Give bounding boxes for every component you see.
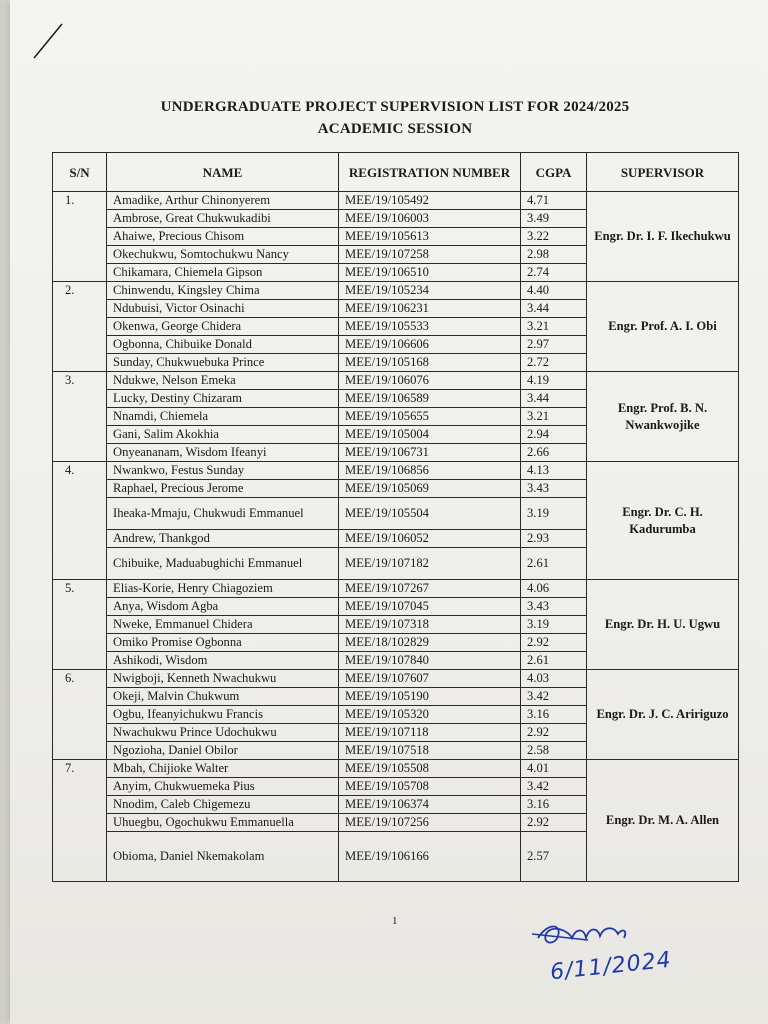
cell-student-name: Nweke, Emmanuel Chidera	[107, 616, 339, 634]
cell-serial-number: 6.	[53, 670, 107, 760]
cell-cgpa: 2.58	[521, 742, 587, 760]
cell-cgpa: 2.92	[521, 814, 587, 832]
header-name: NAME	[107, 153, 339, 192]
title-line-1: UNDERGRADUATE PROJECT SUPERVISION LIST FOR 2024/2025	[160, 99, 630, 115]
cell-supervisor: Engr. Prof. A. I. Obi	[587, 282, 739, 372]
cell-student-name: Anyim, Chukwuemeka Pius	[107, 778, 339, 796]
cell-registration-number: MEE/19/107182	[339, 548, 521, 580]
cell-registration-number: MEE/19/106231	[339, 300, 521, 318]
cell-student-name: Okenwa, George Chidera	[107, 318, 339, 336]
cell-supervisor: Engr. Dr. M. A. Allen	[587, 760, 739, 882]
cell-registration-number: MEE/19/105320	[339, 706, 521, 724]
cell-serial-number: 5.	[53, 580, 107, 670]
page-number: 1	[392, 915, 398, 927]
document-title	[0, 96, 768, 140]
cell-student-name: Elias-Korie, Henry Chiagoziem	[107, 580, 339, 598]
cell-registration-number: MEE/19/107267	[339, 580, 521, 598]
cell-registration-number: MEE/19/105504	[339, 498, 521, 530]
cell-serial-number: 1.	[53, 192, 107, 282]
pen-stroke-mark	[32, 22, 64, 60]
cell-registration-number: MEE/19/105168	[339, 354, 521, 372]
cell-student-name: Nwigboji, Kenneth Nwachukwu	[107, 670, 339, 688]
cell-registration-number: MEE/19/106166	[339, 832, 521, 882]
cell-supervisor: Engr. Dr. J. C. Aririguzo	[587, 670, 739, 760]
cell-registration-number: MEE/19/106052	[339, 530, 521, 548]
cell-registration-number: MEE/19/105533	[339, 318, 521, 336]
cell-cgpa: 3.22	[521, 228, 587, 246]
cell-cgpa: 2.72	[521, 354, 587, 372]
signature-date: 6/11/2024	[549, 947, 673, 986]
cell-serial-number: 3.	[53, 372, 107, 462]
cell-student-name: Gani, Salim Akokhia	[107, 426, 339, 444]
cell-cgpa: 3.19	[521, 498, 587, 530]
cell-cgpa: 2.97	[521, 336, 587, 354]
cell-cgpa: 4.19	[521, 372, 587, 390]
supervision-table	[52, 152, 739, 882]
cell-cgpa: 2.92	[521, 634, 587, 652]
cell-student-name: Nnodim, Caleb Chigemezu	[107, 796, 339, 814]
cell-registration-number: MEE/19/105492	[339, 192, 521, 210]
cell-cgpa: 3.19	[521, 616, 587, 634]
cell-student-name: Uhuegbu, Ogochukwu Emmanuella	[107, 814, 339, 832]
cell-serial-number: 4.	[53, 462, 107, 580]
cell-student-name: Nnamdi, Chiemela	[107, 408, 339, 426]
cell-supervisor: Engr. Dr. C. H. Kadurumba	[587, 462, 739, 580]
cell-registration-number: MEE/19/106510	[339, 264, 521, 282]
cell-supervisor: Engr. Dr. H. U. Ugwu	[587, 580, 739, 670]
cell-cgpa: 3.44	[521, 300, 587, 318]
cell-supervisor: Engr. Prof. B. N. Nwankwojike	[587, 372, 739, 462]
cell-registration-number: MEE/19/106076	[339, 372, 521, 390]
cell-registration-number: MEE/19/107118	[339, 724, 521, 742]
cell-student-name: Ndubuisi, Victor Osinachi	[107, 300, 339, 318]
cell-registration-number: MEE/19/105190	[339, 688, 521, 706]
cell-student-name: Onyeananam, Wisdom Ifeanyi	[107, 444, 339, 462]
header-sn: S/N	[53, 153, 107, 192]
cell-student-name: Obioma, Daniel Nkemakolam	[107, 832, 339, 882]
cell-student-name: Nwachukwu Prince Udochukwu	[107, 724, 339, 742]
table-row	[53, 282, 739, 300]
cell-registration-number: MEE/19/105234	[339, 282, 521, 300]
cell-serial-number: 7.	[53, 760, 107, 882]
header-supervisor: SUPERVISOR	[587, 153, 739, 192]
cell-student-name: Amadike, Arthur Chinonyerem	[107, 192, 339, 210]
cell-cgpa: 2.74	[521, 264, 587, 282]
cell-registration-number: MEE/19/107258	[339, 246, 521, 264]
cell-supervisor: Engr. Dr. I. F. Ikechukwu	[587, 192, 739, 282]
cell-student-name: Nwankwo, Festus Sunday	[107, 462, 339, 480]
cell-student-name: Lucky, Destiny Chizaram	[107, 390, 339, 408]
cell-cgpa: 3.49	[521, 210, 587, 228]
cell-student-name: Andrew, Thankgod	[107, 530, 339, 548]
cell-student-name: Ahaiwe, Precious Chisom	[107, 228, 339, 246]
cell-registration-number: MEE/19/105613	[339, 228, 521, 246]
cell-registration-number: MEE/19/107840	[339, 652, 521, 670]
cell-registration-number: MEE/19/106374	[339, 796, 521, 814]
header-cgpa: CGPA	[521, 153, 587, 192]
cell-student-name: Raphael, Precious Jerome	[107, 480, 339, 498]
cell-cgpa: 2.93	[521, 530, 587, 548]
cell-student-name: Ngozioha, Daniel Obilor	[107, 742, 339, 760]
cell-cgpa: 2.98	[521, 246, 587, 264]
cell-cgpa: 2.92	[521, 724, 587, 742]
cell-student-name: Ambrose, Great Chukwukadibi	[107, 210, 339, 228]
cell-registration-number: MEE/19/107318	[339, 616, 521, 634]
table-row	[53, 192, 739, 210]
cell-cgpa: 2.94	[521, 426, 587, 444]
cell-student-name: Okechukwu, Somtochukwu Nancy	[107, 246, 339, 264]
cell-cgpa: 4.71	[521, 192, 587, 210]
cell-cgpa: 3.21	[521, 318, 587, 336]
cell-cgpa: 4.06	[521, 580, 587, 598]
cell-registration-number: MEE/19/106589	[339, 390, 521, 408]
cell-cgpa: 4.03	[521, 670, 587, 688]
table-row	[53, 670, 739, 688]
table-row	[53, 760, 739, 778]
cell-cgpa: 2.61	[521, 548, 587, 580]
cell-registration-number: MEE/19/106731	[339, 444, 521, 462]
cell-registration-number: MEE/18/102829	[339, 634, 521, 652]
title-line-2: ACADEMIC SESSION	[317, 121, 473, 137]
cell-cgpa: 2.66	[521, 444, 587, 462]
cell-cgpa: 4.01	[521, 760, 587, 778]
table-row	[53, 372, 739, 390]
cell-cgpa: 2.57	[521, 832, 587, 882]
cell-student-name: Okeji, Malvin Chukwum	[107, 688, 339, 706]
cell-registration-number: MEE/19/106606	[339, 336, 521, 354]
cell-cgpa: 3.42	[521, 778, 587, 796]
cell-cgpa: 4.40	[521, 282, 587, 300]
header-registration-number: REGISTRATION NUMBER	[339, 153, 521, 192]
cell-student-name: Chikamara, Chiemela Gipson	[107, 264, 339, 282]
cell-cgpa: 3.16	[521, 796, 587, 814]
cell-student-name: Omiko Promise Ogbonna	[107, 634, 339, 652]
cell-cgpa: 3.21	[521, 408, 587, 426]
cell-student-name: Chibuike, Maduabughichi Emmanuel	[107, 548, 339, 580]
cell-registration-number: MEE/19/106856	[339, 462, 521, 480]
cell-registration-number: MEE/19/105708	[339, 778, 521, 796]
cell-student-name: Mbah, Chijioke Walter	[107, 760, 339, 778]
cell-cgpa: 3.43	[521, 480, 587, 498]
cell-student-name: Ashikodi, Wisdom	[107, 652, 339, 670]
cell-student-name: Iheaka-Mmaju, Chukwudi Emmanuel	[107, 498, 339, 530]
cell-registration-number: MEE/19/105655	[339, 408, 521, 426]
table-row	[53, 462, 739, 480]
cell-student-name: Ogbonna, Chibuike Donald	[107, 336, 339, 354]
cell-registration-number: MEE/19/107256	[339, 814, 521, 832]
cell-student-name: Chinwendu, Kingsley Chima	[107, 282, 339, 300]
cell-registration-number: MEE/19/107045	[339, 598, 521, 616]
table-body	[53, 192, 739, 882]
cell-registration-number: MEE/19/105004	[339, 426, 521, 444]
cell-registration-number: MEE/19/105069	[339, 480, 521, 498]
cell-registration-number: MEE/19/106003	[339, 210, 521, 228]
table-row	[53, 580, 739, 598]
cell-registration-number: MEE/19/107607	[339, 670, 521, 688]
cell-cgpa: 3.16	[521, 706, 587, 724]
cell-cgpa: 3.42	[521, 688, 587, 706]
cell-registration-number: MEE/19/105508	[339, 760, 521, 778]
table-header-row	[53, 153, 739, 192]
cell-student-name: Anya, Wisdom Agba	[107, 598, 339, 616]
cell-student-name: Ogbu, Ifeanyichukwu Francis	[107, 706, 339, 724]
cell-serial-number: 2.	[53, 282, 107, 372]
cell-cgpa: 4.13	[521, 462, 587, 480]
cell-cgpa: 3.44	[521, 390, 587, 408]
cell-student-name: Ndukwe, Nelson Emeka	[107, 372, 339, 390]
cell-cgpa: 2.61	[521, 652, 587, 670]
cell-cgpa: 3.43	[521, 598, 587, 616]
cell-student-name: Sunday, Chukwuebuka Prince	[107, 354, 339, 372]
cell-registration-number: MEE/19/107518	[339, 742, 521, 760]
